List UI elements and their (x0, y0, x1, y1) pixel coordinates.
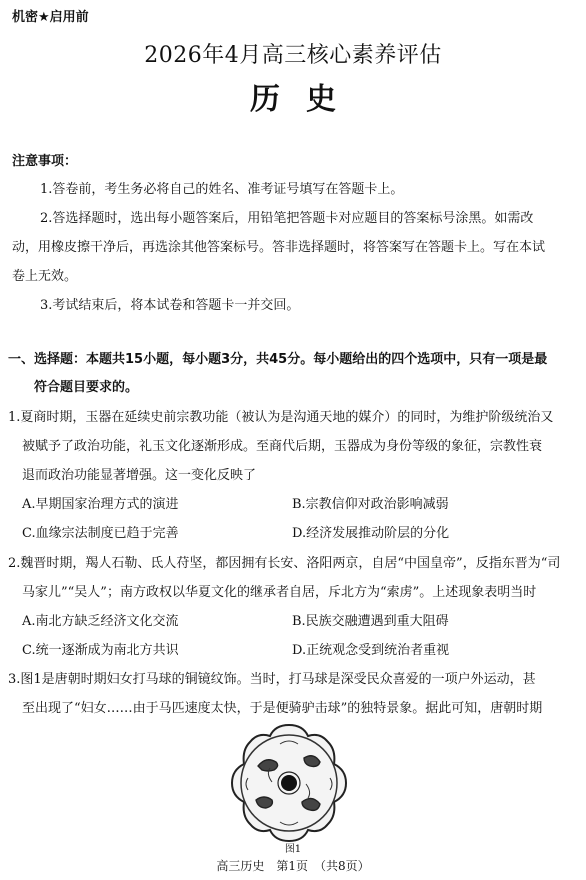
question-stem: 2.魏晋时期，羯人石勒、氐人苻坚，都因拥有长安、洛阳两京，自居“中国皇帝”，反指东晋为“司 (8, 556, 561, 571)
subject-title: 历史 (250, 82, 362, 117)
option-c: C.血缘宗法制度已趋于完善 (22, 526, 179, 541)
option-d: D.经济发展推动阶层的分化 (292, 526, 450, 541)
notice-item: 卷上无效。 (12, 269, 78, 284)
notice-item: 1.答卷前，考生务必将自己的姓名、准考证号填写在答题卡上。 (40, 182, 404, 197)
section-heading: 一、选择题：本题共15小题，每小题3分，共45分。每小题给出的四个选项中，只有一项是最 (8, 352, 548, 367)
notice-item: 3.考试结束后，将本试卷和答题卡一并交回。 (40, 298, 300, 313)
notice-item: 2.答选择题时，选出每小题答案后，用铅笔把答题卡对应题目的答案标号涂黑。如需改 (40, 211, 534, 226)
figure-caption: 图1 (284, 844, 302, 855)
question-stem: 退而政治功能显著增强。这一变化反映了 (22, 468, 257, 483)
notice-item: 动，用橡皮擦干净后，再选涂其他答案标号。答非选择题时，将答案写在答题卡上。写在本试 (12, 240, 546, 255)
confidential-label: 机密★启用前 (12, 10, 89, 25)
option-b: B.民族交融遭遇到重大阻碍 (292, 614, 449, 629)
option-b: B.宗教信仰对政治影响减弱 (292, 497, 449, 512)
mirror-knob (281, 775, 297, 791)
page-footer: 高三历史 第1页 （共8页） (216, 859, 370, 873)
bronze-mirror-figure (228, 722, 350, 844)
section-heading-cont: 符合题目要求的。 (34, 380, 139, 395)
option-d: D.正统观念受到统治者重视 (292, 643, 450, 658)
mirror-image (228, 722, 350, 844)
notice-heading: 注意事项： (12, 154, 78, 169)
question-stem: 马家儿”“吴人”；南方政权以华夏文化的继承者自居，斥北方为“索虏”。上述现象表明当时 (22, 585, 537, 600)
question-stem: 至出现了“妇女……由于马匹速度太快，于是便骑驴击球”的独特景象。据此可知，唐朝时期 (22, 701, 543, 716)
exam-title: 2026年4月高三核心素养评估 (144, 43, 442, 68)
question-stem: 3.图1是唐朝时期妇女打马球的铜镜纹饰。当时，打马球是深受民众喜爱的一项户外运动，甚 (8, 672, 536, 687)
question-stem: 被赋予了政治功能，礼玉文化逐渐形成。至商代后期，玉器成为身份等级的象征，宗教性衰 (22, 439, 543, 454)
option-a: A.南北方缺乏经济文化交流 (22, 614, 179, 629)
option-a: A.早期国家治理方式的演进 (22, 497, 179, 512)
question-stem: 1.夏商时期，玉器在延续史前宗教功能（被认为是沟通天地的媒介）的同时，为维护阶级统治又 (8, 410, 554, 425)
option-c: C.统一逐渐成为南北方共识 (22, 643, 179, 658)
